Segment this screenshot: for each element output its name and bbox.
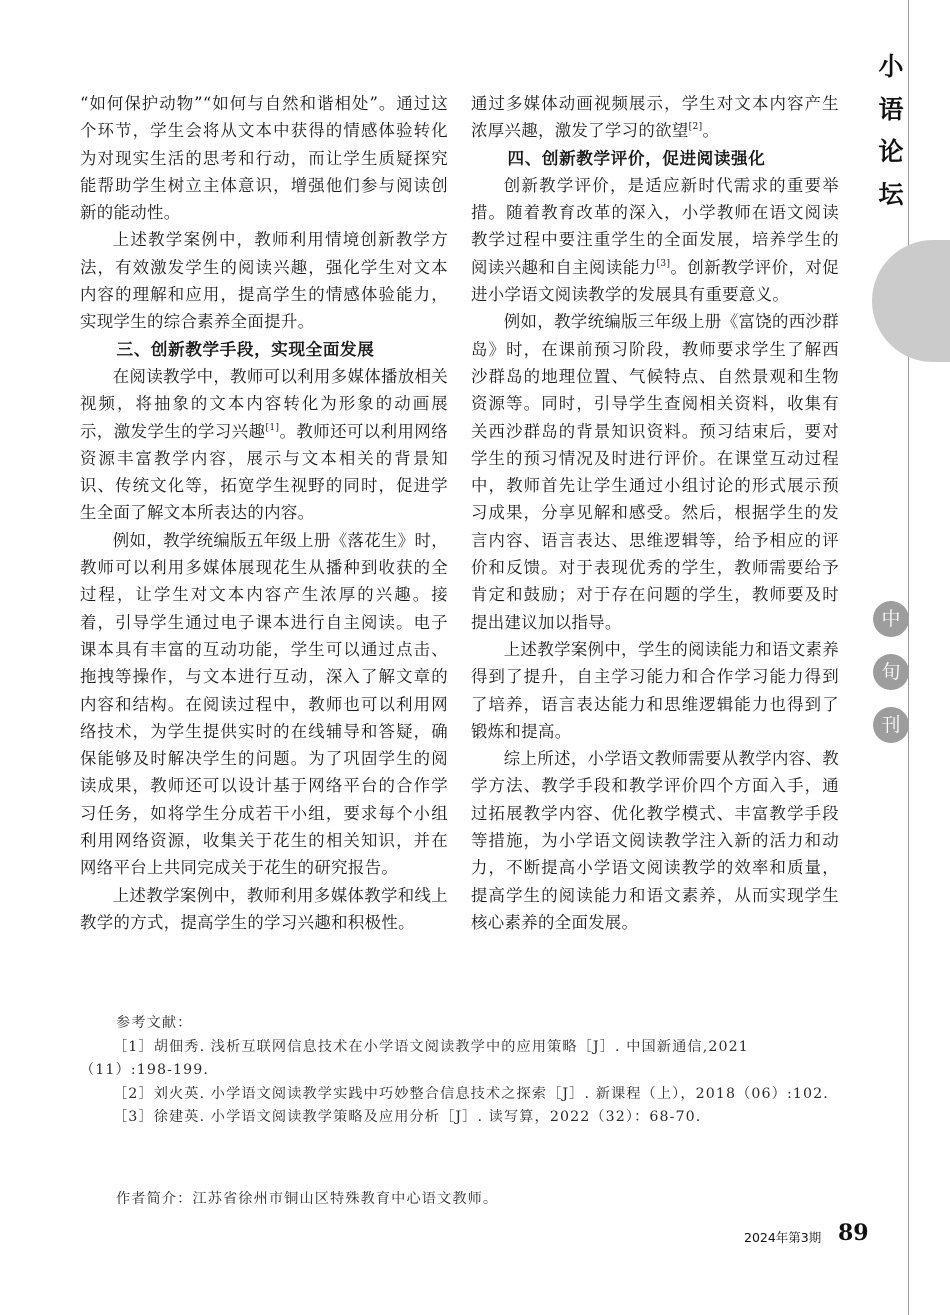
page-number: 89 [838,1220,869,1246]
paragraph-text: 。教师还可以利用网络资源丰富教学内容，展示与文本相关的背景知识、传统文化等，拓宽学生视野的同时，促进学生全面了解文本所表达的内容。 [80,421,448,523]
paragraph-text: 在阅读教学中，教师可以利用多媒体播放相关视频，将抽象的文本内容转化为形象的动画展示，激发学生的学习兴趣 [80,366,448,441]
edition-badge: 旬 [873,654,909,690]
paragraph-text: 创新教学评价，是适应新时代需求的重要举措。随着教育改革的深入，小学教师在语文阅读教学过程中要注重学生的全面发展，培养学生的阅读兴趣和自主阅读能力 [471,175,839,277]
references [80,1012,840,1130]
author-note: 作者简介：江苏省徐州市铜山区特殊教育中心语文教师。 [116,1191,499,1207]
paragraph: 例如，教学统编版五年级上册《落花生》时，教师可以利用多媒体展现花生从播种到收获的全过程，让学生对文本内容产生浓厚的兴趣。接着，引导学生通过电子课本进行自主阅读。电子课本具有丰富的互动功能，学生可以通过点击、拖拽等操作，与文本进行互动，深入了解文章的内容和结构。在阅读过程中，教师也可以利用网络技术，为学生提供实时的在线辅导和答疑，确保能够及时解决学生的问题。为了巩固学生的阅读成果，教师还可以设计基于网络平台的合作学习任务，如将学生分成若干小组，要求每个小组利用网络资源，收集关于花生的相关知识，并在网络平台上共同完成关于花生的研究报告。 [80,530,448,878]
citation-marker: [3] [656,258,671,269]
paragraph-text: 。创新教学评价，对促进小学语文阅读教学的发展具有重要意义。 [471,257,839,305]
paragraph [80,363,448,527]
column-title-char: 论 [878,137,904,166]
paragraph: “如何保护动物”“如何与自然和谐相处”。通过这个环节，学生会将从文本中获得的情感体验转化为对现实生活的思考和行动，而让学生质疑探究能帮助学生树立主体意识，增强他们参与阅读创新的能动性。 [80,94,448,223]
paragraph: 例如，教学统编版三年级上册《富饶的西沙群岛》时，在课前预习阶段，教师要求学生了解西沙群岛的地理位置、气候特点、自然景观和生物资源等。同时，引导学生查阅相关资料，收集有关西沙群岛的背景知识资料。预习结束后，要对学生的预习情况及时进行评价。在课堂互动过程中，教师首先让学生通过小组讨论的形式展示预习成果，分享见解和感受。然后，根据学生的发言内容、语言表达、思维逻辑等，给予相应的评价和反馈。对于表现优秀的学生，教师需要给予肯定和鼓励；对于存在问题的学生，教师要及时提出建议加以指导。 [471,312,839,632]
paragraph-text: 。 [702,121,720,141]
column-title-char: 坛 [878,179,904,209]
paragraph: 综上所述，小学语文教师需要从教学内容、教学方法、教学手段和教学评价四个方面入手，通过拓展教学内容、优化教学模式、丰富教学手段等措施，为小学语文阅读教学注入新的活力和动力，不断提高小学语文阅读教学的效率和质量，提高学生的阅读能力和语文素养，从而实现学生核心素养的全面发展。 [471,749,839,932]
paragraph: 上述教学案例中，教师利用多媒体教学和线上教学的方式，提高学生的学习兴趣和积极性。 [80,885,448,932]
left-column [80,90,448,936]
edition-badge: 中 [873,601,909,637]
right-column [471,90,839,936]
column-title [874,46,908,216]
column-title-char: 小 [878,52,904,81]
paragraph [471,90,839,145]
reference-item: ［1］胡佃秀. 浅析互联网信息技术在小学语文阅读教学中的应用策略［J］. 中国新通信,2021（11）:198-199. [80,1038,749,1078]
issue-label: 2024年第3期 [744,1230,822,1245]
column-title-char: 语 [878,94,904,124]
paragraph-text: 通过多媒体动画视频展示，学生对文本内容产生浓厚兴趣，激发了学习的欲望 [471,94,839,141]
citation-marker: [2] [688,122,703,133]
edition-badge: 刊 [873,707,909,743]
reference-item: ［2］刘火英. 小学语文阅读教学实践中巧妙整合信息技术之探索［J］. 新课程（上），2018（06）:102. [113,1085,829,1102]
section-heading: 四、创新教学评价，促进阅读强化 [507,148,766,168]
sidebar-divider [908,0,909,1315]
paragraph [471,172,839,308]
paragraph: 上述教学案例中，学生的阅读能力和语文素养得到了提升，自主学习能力和合作学习能力得到了培养，语言表达能力和思维逻辑能力也得到了锻炼和提高。 [471,639,839,741]
section-heading: 三、创新教学手段，实现全面发展 [116,339,375,359]
reference-item: ［3］徐建英. 小学语文阅读教学策略及应用分析［J］. 读写算，2022（32）：68-70. [113,1109,702,1125]
references-heading: 参考文献： [116,1015,193,1031]
decorative-disc [872,240,950,362]
citation-marker: [1] [265,422,280,433]
paragraph: 上述教学案例中，教师利用情境创新教学方法，有效激发学生的阅读兴趣，强化学生对文本内容的理解和应用，提高学生的情感体验能力，实现学生的综合素养全面提升。 [80,230,448,332]
